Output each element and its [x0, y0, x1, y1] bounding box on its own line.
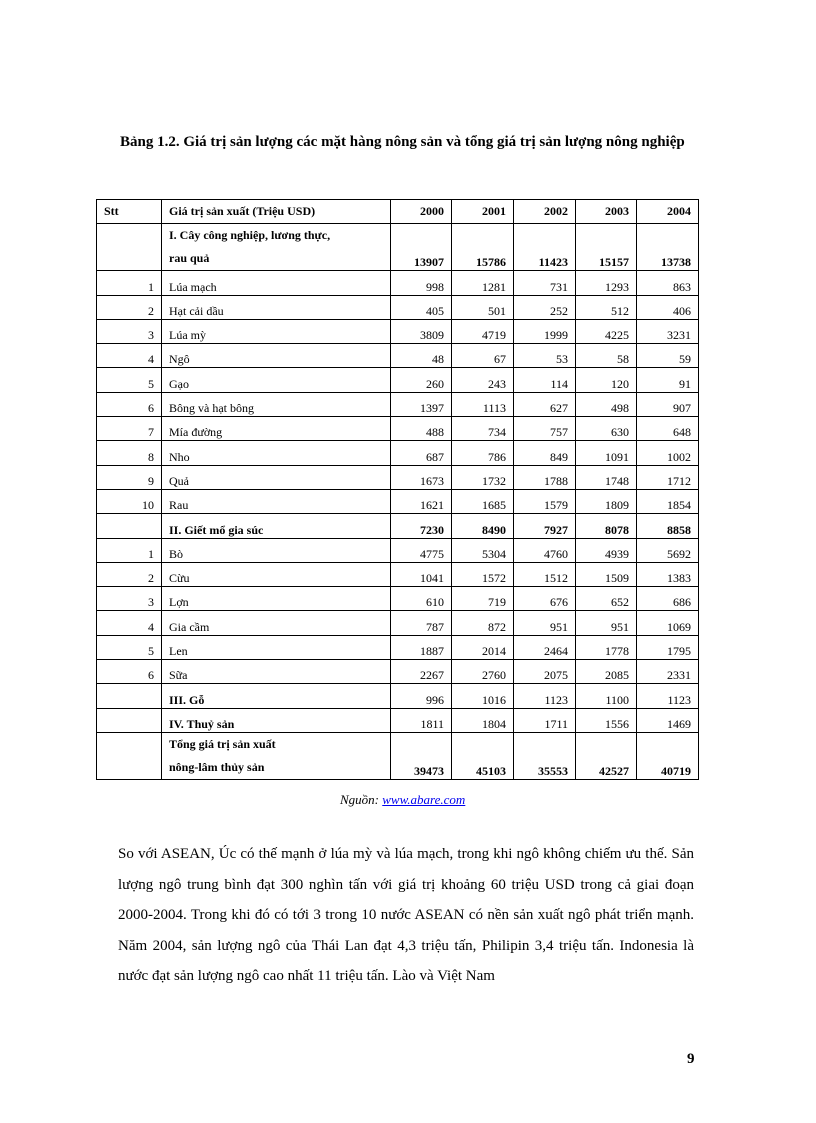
- cell-stt: 9: [97, 465, 162, 489]
- header-year: 2003: [576, 200, 637, 224]
- cell-value: 498: [576, 392, 637, 416]
- cell-item-name-line: Tổng giá trị sản xuất: [169, 736, 276, 751]
- table-row: [97, 562, 699, 586]
- table-row: [97, 732, 699, 779]
- cell-item-name: Lúa mỳ: [162, 319, 391, 343]
- table-row: [97, 271, 699, 295]
- cell-item-name: Quả: [162, 465, 391, 489]
- cell-value: 1069: [637, 611, 699, 635]
- cell-value: 1732: [452, 465, 514, 489]
- cell-stt: [97, 224, 162, 271]
- cell-value: 13907: [391, 224, 452, 271]
- cell-value: 406: [637, 295, 699, 319]
- cell-value: 2760: [452, 660, 514, 684]
- cell-value: 4225: [576, 319, 637, 343]
- cell-value: 786: [452, 441, 514, 465]
- cell-item-name: [162, 732, 391, 779]
- cell-value: 757: [514, 417, 576, 441]
- cell-value: 734: [452, 417, 514, 441]
- cell-item-name: IV. Thuỷ sản: [162, 708, 391, 732]
- header-year: 2001: [452, 200, 514, 224]
- cell-value: 2075: [514, 660, 576, 684]
- cell-item-name-line: nông-lâm thủy sản: [169, 759, 265, 774]
- cell-value: 1091: [576, 441, 637, 465]
- cell-value: 13738: [637, 224, 699, 271]
- table-row: [97, 660, 699, 684]
- cell-stt: [97, 708, 162, 732]
- cell-value: 91: [637, 368, 699, 392]
- cell-stt: 5: [97, 635, 162, 659]
- cell-value: 951: [576, 611, 637, 635]
- cell-value: 1123: [637, 684, 699, 708]
- cell-value: 7230: [391, 514, 452, 538]
- cell-value: 1397: [391, 392, 452, 416]
- cell-value: 2464: [514, 635, 576, 659]
- source-note: [340, 792, 465, 808]
- cell-value: 1711: [514, 708, 576, 732]
- header-year: 2002: [514, 200, 576, 224]
- table-row: [97, 295, 699, 319]
- cell-stt: 7: [97, 417, 162, 441]
- cell-value: 40719: [637, 732, 699, 779]
- cell-item-name: Sữa: [162, 660, 391, 684]
- cell-value: 1469: [637, 708, 699, 732]
- cell-item-name: Hạt cải dầu: [162, 295, 391, 319]
- cell-item-name: Rau: [162, 489, 391, 513]
- cell-value: 872: [452, 611, 514, 635]
- header-year: 2004: [637, 200, 699, 224]
- cell-stt: 4: [97, 344, 162, 368]
- cell-value: 630: [576, 417, 637, 441]
- cell-value: 8078: [576, 514, 637, 538]
- cell-stt: 1: [97, 271, 162, 295]
- table-row: [97, 587, 699, 611]
- cell-item-name: Ngô: [162, 344, 391, 368]
- cell-item-name-line: rau quả: [169, 251, 210, 266]
- cell-value: 15786: [452, 224, 514, 271]
- cell-value: 849: [514, 441, 576, 465]
- cell-value: 15157: [576, 224, 637, 271]
- cell-value: 676: [514, 587, 576, 611]
- cell-value: 42527: [576, 732, 637, 779]
- cell-value: 686: [637, 587, 699, 611]
- cell-stt: 3: [97, 587, 162, 611]
- table-row: [97, 635, 699, 659]
- cell-value: 1795: [637, 635, 699, 659]
- cell-item-name: Bông và hạt bông: [162, 392, 391, 416]
- cell-stt: 4: [97, 611, 162, 635]
- cell-stt: 3: [97, 319, 162, 343]
- table-row: [97, 684, 699, 708]
- cell-item-name: Nho: [162, 441, 391, 465]
- production-value-table: [96, 199, 699, 780]
- cell-value: 58: [576, 344, 637, 368]
- table-row: [97, 319, 699, 343]
- body-paragraph: So với ASEAN, Úc có thế mạnh ở lúa mỳ và lúa mạch, trong khi ngô không chiếm ưu thế. Sản lượng ngô trung bình đạt 300 nghìn tấn với giá trị khoảng 60 triệu USD trong cả giai đoạn 2000-2004. Trong khi đó có tới 3 trong 10 nước ASEAN có nền sản xuất ngô phát triển mạnh. Năm 2004, sản lượng ngô của Thái Lan đạt 4,3 triệu tấn, Philipin 3,4 triệu tấn. Indonesia là nước đạt sản lượng ngô cao nhất 11 triệu tấn. Lào và Việt Nam: [118, 846, 694, 984]
- cell-value: 652: [576, 587, 637, 611]
- cell-value: 687: [391, 441, 452, 465]
- cell-value: 1673: [391, 465, 452, 489]
- cell-value: 1809: [576, 489, 637, 513]
- cell-value: 719: [452, 587, 514, 611]
- cell-value: 1123: [514, 684, 576, 708]
- cell-value: 3231: [637, 319, 699, 343]
- cell-value: 1281: [452, 271, 514, 295]
- cell-value: 863: [637, 271, 699, 295]
- source-link[interactable]: www.abare.com: [382, 792, 466, 807]
- cell-value: 260: [391, 368, 452, 392]
- cell-value: 501: [452, 295, 514, 319]
- cell-value: 4775: [391, 538, 452, 562]
- cell-item-name: III. Gỗ: [162, 684, 391, 708]
- header-name: Giá trị sản xuất (Triệu USD): [162, 200, 391, 224]
- cell-value: 1572: [452, 562, 514, 586]
- cell-stt: 2: [97, 562, 162, 586]
- cell-value: 4719: [452, 319, 514, 343]
- cell-item-name: Gạo: [162, 368, 391, 392]
- cell-value: 4939: [576, 538, 637, 562]
- cell-value: 2085: [576, 660, 637, 684]
- cell-value: 1579: [514, 489, 576, 513]
- table-row: [97, 611, 699, 635]
- cell-value: 627: [514, 392, 576, 416]
- cell-value: 1100: [576, 684, 637, 708]
- table-row: [97, 708, 699, 732]
- cell-value: 7927: [514, 514, 576, 538]
- cell-value: 5692: [637, 538, 699, 562]
- cell-value: 1854: [637, 489, 699, 513]
- cell-value: 1293: [576, 271, 637, 295]
- cell-value: 405: [391, 295, 452, 319]
- cell-value: 731: [514, 271, 576, 295]
- cell-value: 998: [391, 271, 452, 295]
- cell-value: 2267: [391, 660, 452, 684]
- cell-value: 1383: [637, 562, 699, 586]
- cell-item-name: II. Giết mổ gia súc: [162, 514, 391, 538]
- cell-stt: [97, 514, 162, 538]
- cell-item-name: Len: [162, 635, 391, 659]
- cell-value: 1512: [514, 562, 576, 586]
- cell-value: 1621: [391, 489, 452, 513]
- cell-value: 907: [637, 392, 699, 416]
- table-row: [97, 224, 699, 271]
- cell-value: 67: [452, 344, 514, 368]
- cell-value: 648: [637, 417, 699, 441]
- cell-item-name: Gia cầm: [162, 611, 391, 635]
- cell-value: 2014: [452, 635, 514, 659]
- cell-value: 1999: [514, 319, 576, 343]
- cell-item-name: Lúa mạch: [162, 271, 391, 295]
- cell-value: 1041: [391, 562, 452, 586]
- cell-value: 114: [514, 368, 576, 392]
- cell-item-name: Mía đường: [162, 417, 391, 441]
- table-row: [97, 417, 699, 441]
- cell-value: 1788: [514, 465, 576, 489]
- header-stt: Stt: [97, 200, 162, 224]
- cell-value: 11423: [514, 224, 576, 271]
- cell-value: 1887: [391, 635, 452, 659]
- cell-item-name: Lợn: [162, 587, 391, 611]
- cell-stt: 10: [97, 489, 162, 513]
- cell-item-name: Bò: [162, 538, 391, 562]
- cell-value: 53: [514, 344, 576, 368]
- cell-value: 252: [514, 295, 576, 319]
- cell-value: 512: [576, 295, 637, 319]
- cell-value: 4760: [514, 538, 576, 562]
- cell-value: 996: [391, 684, 452, 708]
- cell-stt: 1: [97, 538, 162, 562]
- cell-stt: [97, 732, 162, 779]
- cell-value: 48: [391, 344, 452, 368]
- table-row: [97, 489, 699, 513]
- cell-value: 120: [576, 368, 637, 392]
- cell-value: 8858: [637, 514, 699, 538]
- cell-value: 1016: [452, 684, 514, 708]
- cell-value: 1113: [452, 392, 514, 416]
- cell-value: 1778: [576, 635, 637, 659]
- cell-value: 1509: [576, 562, 637, 586]
- cell-value: 8490: [452, 514, 514, 538]
- table-row: [97, 465, 699, 489]
- page-number: 9: [687, 1051, 695, 1067]
- cell-value: 5304: [452, 538, 514, 562]
- table-caption: Bảng 1.2. Giá trị sản lượng các mặt hàng nông sản và tổng giá trị sản lượng nông nghiệp: [120, 134, 685, 150]
- table-row: [97, 538, 699, 562]
- cell-stt: [97, 684, 162, 708]
- cell-stt: 5: [97, 368, 162, 392]
- cell-value: 1804: [452, 708, 514, 732]
- cell-item-name: [162, 224, 391, 271]
- cell-value: 1748: [576, 465, 637, 489]
- cell-item-name-line: I. Cây công nghiệp, lương thực,: [169, 228, 331, 243]
- cell-value: 39473: [391, 732, 452, 779]
- cell-value: 1685: [452, 489, 514, 513]
- cell-stt: 8: [97, 441, 162, 465]
- table-row: [97, 368, 699, 392]
- table-row: [97, 441, 699, 465]
- cell-value: 1002: [637, 441, 699, 465]
- cell-value: 35553: [514, 732, 576, 779]
- cell-value: 488: [391, 417, 452, 441]
- cell-stt: 2: [97, 295, 162, 319]
- cell-value: 1556: [576, 708, 637, 732]
- cell-value: 3809: [391, 319, 452, 343]
- table-row: [97, 514, 699, 538]
- source-label: Nguồn:: [340, 792, 383, 807]
- cell-stt: 6: [97, 660, 162, 684]
- header-year: 2000: [391, 200, 452, 224]
- cell-stt: 6: [97, 392, 162, 416]
- cell-value: 610: [391, 587, 452, 611]
- table-body: [97, 224, 699, 780]
- cell-item-name: Cừu: [162, 562, 391, 586]
- cell-value: 45103: [452, 732, 514, 779]
- cell-value: 243: [452, 368, 514, 392]
- cell-value: 787: [391, 611, 452, 635]
- table-header-row: [97, 200, 699, 224]
- cell-value: 1712: [637, 465, 699, 489]
- cell-value: 1811: [391, 708, 452, 732]
- cell-value: 951: [514, 611, 576, 635]
- table-row: [97, 392, 699, 416]
- table-row: [97, 344, 699, 368]
- cell-value: 59: [637, 344, 699, 368]
- cell-value: 2331: [637, 660, 699, 684]
